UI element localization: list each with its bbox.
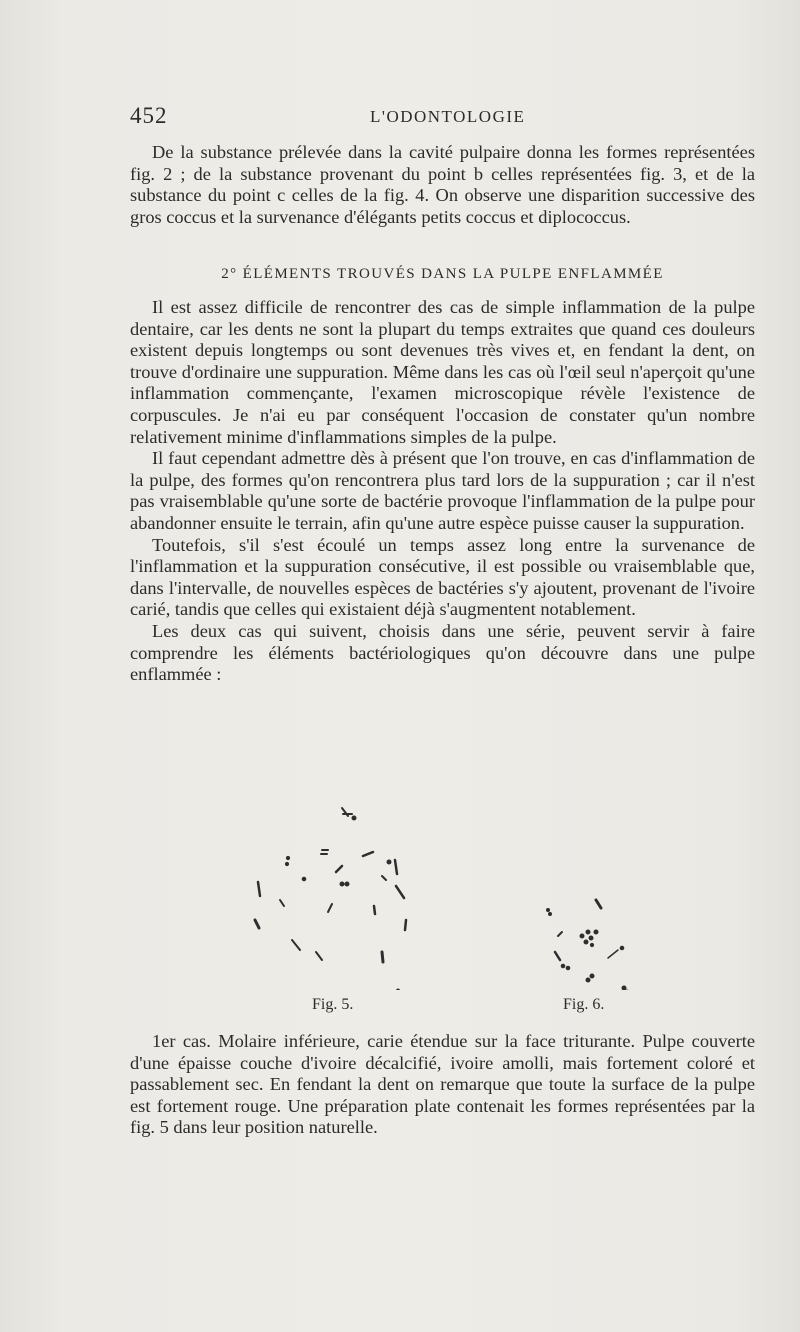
intro-paragraph-block: [130, 142, 755, 228]
paragraph-two-cases: Les deux cas qui suivent, choisis dans une série, peuvent servir à faire comprendre les éléments bactériologiques qu'on découvre dans une pulpe enflammée :: [130, 620, 755, 685]
paragraph-forms-admission: Il faut cependant admettre dès à présent que l'on trouve, en cas d'inflammation de la pulpe, des formes qu'on rencontrera plus tard lors de la suppuration ; car il n'est pas vraisemblable qu'une sorte de bactérie provoque l'inflammation de la pulpe pour abandonner ensuite le terrain, afin qu'une autre espèce puisse causer la suppuration.: [130, 448, 755, 533]
paragraph-interval-species: Toutefois, s'il s'est écoulé un temps assez long entre la survenance de l'inflammation et la suppuration consécutive, il est possible ou vraisemblable que, dans l'intervalle, de nouvelles espèces de bactéries s'y ajoutent, provenant de l'ivoire carié, tandis que celles qui existaient déjà s'augmentent notablement.: [130, 534, 755, 620]
paragraph-inflammation-difficulty: Il est assez difficile de rencontrer des cas de simple inflammation de la pulpe dentaire, car les dents ne sont la plupart du temps extraites que quand ces douleurs existent depuis longtemps ou sont devenues très vives et, en fendant la dent, on trouve d'ordinaire une suppuration. Même dans les cas où l'œil seul n'aperçoit qu'une inflammation commençante, l'examen microscopique révèle l'existence de corpuscules. Je n'ai eu par conséquent l'occasion de constater qu'un nombre relativement minime d'inflammations simples de la pulpe.: [130, 297, 755, 447]
figure-5-caption: Fig. 5.: [312, 996, 354, 1013]
bacteria-figures: [130, 780, 755, 1030]
page-header: [130, 103, 755, 131]
section-heading: 2° ÉLÉMENTS TROUVÉS DANS LA PULPE ENFLAMMÉE: [221, 266, 664, 282]
page-number: 452: [130, 103, 168, 128]
intro-paragraph: De la substance prélevée dans la cavité pulpaire donna les formes représentées fig. 2 ; de la substance provenant du point b celles représentées fig. 3, et de la substance du point c celles de la fig. 4. On observe une disparition successive des gros coccus et la survenance d'élégants petits coccus et diplococcus.: [130, 142, 755, 227]
case-1-paragraph: 1er cas. Molaire inférieure, carie étendue sur la face triturante. Pulpe couverte d'une épaisse couche d'ivoire décalcifié, ivoire amolli, mais fortement coloré et passablement sec. En fendant la dent on remarque que toute la surface de la pulpe est fortement rouge. Une préparation plate contenait les formes représentées par la fig. 5 dans leur position naturelle.: [130, 1031, 755, 1138]
bacteria-illustration: [130, 780, 755, 990]
running-title: L'ODONTOLOGIE: [370, 107, 526, 126]
case-paragraph-block: [130, 1031, 755, 1139]
body-paragraphs: [130, 297, 755, 686]
figure-6-caption: Fig. 6.: [563, 996, 605, 1013]
